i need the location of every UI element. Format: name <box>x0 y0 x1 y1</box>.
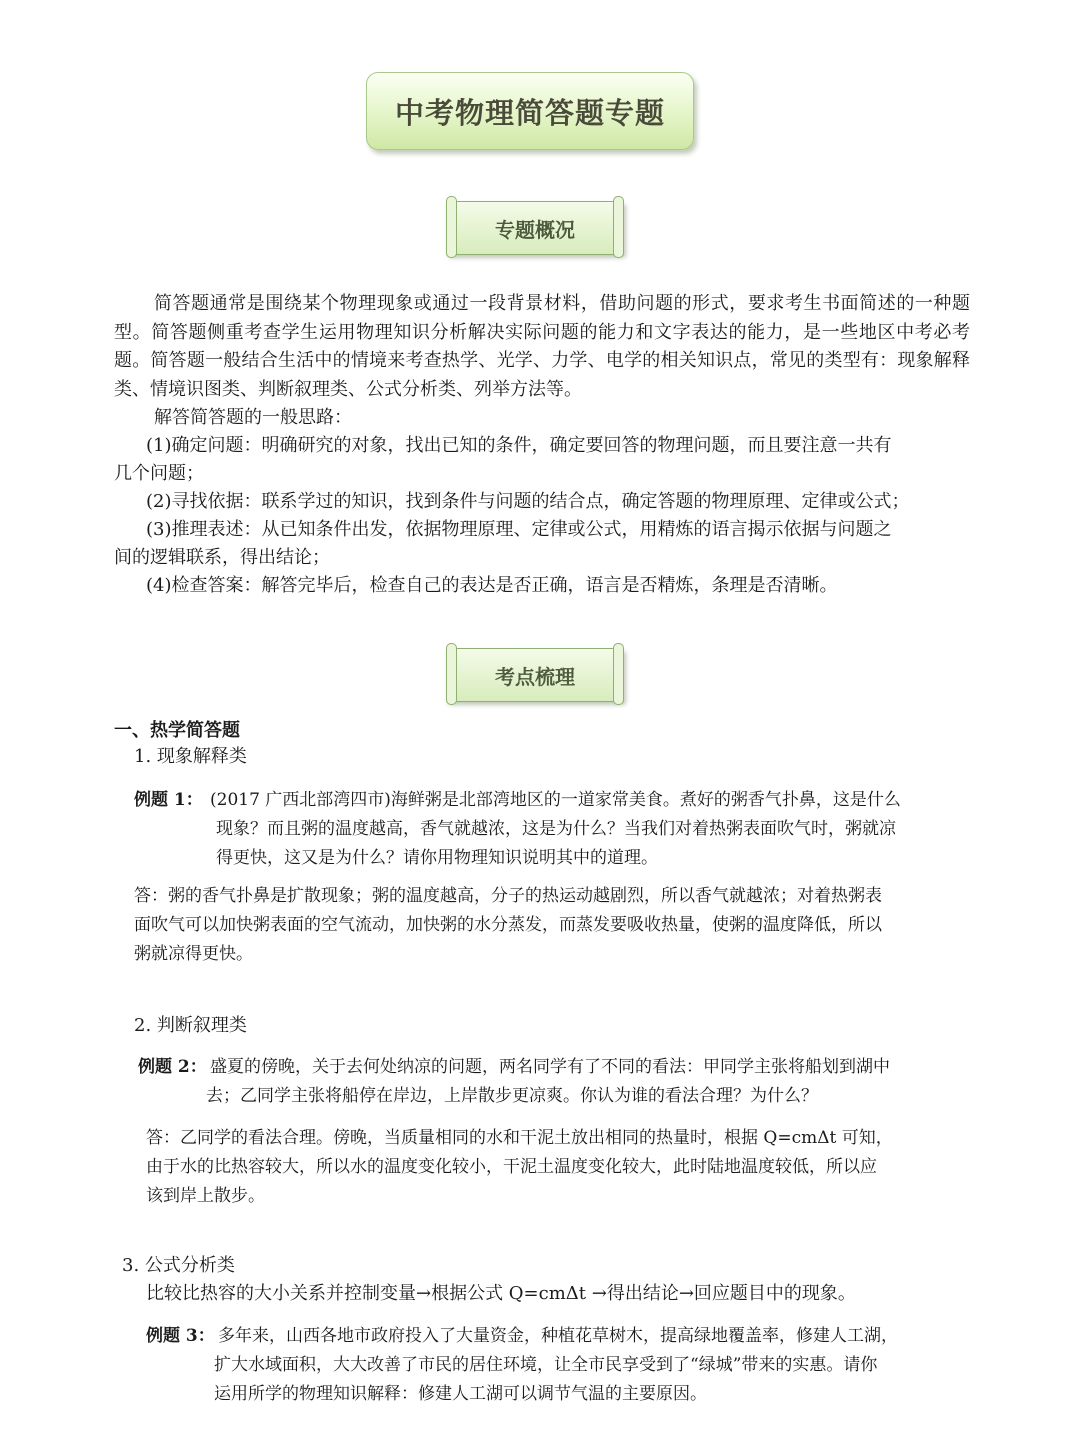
example-1-label: 例题 1： <box>134 790 203 810</box>
step-2: (2)寻找依据：联系学过的知识，找到条件与问题的结合点，确定答题的物理原理、定律或公式； <box>146 491 910 512</box>
example-3-line-3: 运用所学的物理知识解释：修建人工湖可以调节气温的主要原因。 <box>214 1384 707 1404</box>
example-3-label: 例题 3： <box>146 1326 215 1346</box>
answer-1-line-1: 答：粥的香气扑鼻是扩散现象；粥的温度越高，分子的热运动越剧烈，所以香气就越浓；对着热粥表 <box>134 886 882 906</box>
banner-overview-label: 专题概况 <box>495 217 575 242</box>
example-2-line-2: 去；乙同学主张将船停在岸边，上岸散步更凉爽。你认为谁的看法合理？为什么？ <box>206 1086 818 1106</box>
answer-1-line-2: 面吹气可以加快粥表面的空气流动，加快粥的水分蒸发，而蒸发要吸收热量，使粥的温度降低，所以 <box>134 915 882 935</box>
answer-2-line-2: 由于水的比热容较大，所以水的温度变化较小，干泥土温度变化较大，此时陆地温度较低，所以应 <box>146 1157 877 1177</box>
subheading-1: 1. 现象解释类 <box>134 746 247 767</box>
formula-steps: 比较比热容的大小关系并控制变量→根据公式 Q=cmΔt →得出结论→回应题目中的现象。 <box>146 1283 856 1304</box>
example-2-label: 例题 2： <box>138 1057 207 1077</box>
answer-2-line-3: 该到岸上散步。 <box>146 1186 265 1206</box>
section-heading: 一、热学简答题 <box>114 720 240 741</box>
step-1a: (1)确定问题：明确研究的对象，找出已知的条件，确定要回答的物理问题，而且要注意一共有 <box>146 435 892 456</box>
answer-1-line-3: 粥就凉得更快。 <box>134 944 253 964</box>
step-3b: 间的逻辑联系，得出结论； <box>114 547 330 568</box>
banner-points <box>446 648 624 702</box>
banner-overview <box>446 201 624 255</box>
example-3-line-1: 多年来，山西各地市政府投入了大量资金，种植花草树木，提高绿地覆盖率，修建人工湖， <box>218 1326 898 1346</box>
subheading-2: 2. 判断叙理类 <box>134 1015 247 1036</box>
answer-2-line-1: 答：乙同学的看法合理。傍晚，当质量相同的水和干泥土放出相同的热量时，根据 Q=cmΔt 可知， <box>146 1128 893 1148</box>
subheading-3: 3. 公式分析类 <box>122 1255 235 1276</box>
example-1-line-3: 得更快，这又是为什么？请你用物理知识说明其中的道理。 <box>216 848 658 868</box>
example-2-line-1: 盛夏的傍晚，关于去何处纳凉的问题，两名同学有了不同的看法：甲同学主张将船划到湖中 <box>210 1057 890 1077</box>
banner-points-label: 考点梳理 <box>495 664 575 689</box>
example-1-line-2: 现象？而且粥的温度越高，香气就越浓，这是为什么？当我们对着热粥表面吹气时，粥就凉 <box>216 819 896 839</box>
page-title: 中考物理简答题专题 <box>394 95 665 130</box>
example-1-line-1: (2017 广西北部湾四市)海鲜粥是北部湾地区的一道家常美食。煮好的粥香气扑鼻，这是什么 <box>210 790 901 810</box>
step-1b: 几个问题； <box>114 463 204 484</box>
overview-approach: 解答简答题的一般思路： <box>154 407 352 428</box>
overview-paragraph: 简答题通常是围绕某个物理现象或通过一段背景材料，借助问题的形式，要求考生书面简述的一种题型。简答题侧重考查学生运用物理知识分析解决实际问题的能力和文字表达的能力，是一些地区中考必考题。简答题一般结合生活中的情境来考查热学、光学、力学、电学的相关知识点，常见的类型有：现象解释类、情境识图类、判断叙理类、公式分析类、列举方法等。 <box>114 293 970 400</box>
title-box <box>366 72 694 150</box>
step-4: (4)检查答案：解答完毕后，检查自己的表达是否正确，语言是否精炼，条理是否清晰。 <box>146 575 838 596</box>
step-3a: (3)推理表述：从已知条件出发，依据物理原理、定律或公式，用精炼的语言揭示依据与问题之 <box>146 519 892 540</box>
example-3-line-2: 扩大水域面积，大大改善了市民的居住环境，让全市民享受到了“绿城”带来的实惠。请你 <box>214 1355 878 1375</box>
